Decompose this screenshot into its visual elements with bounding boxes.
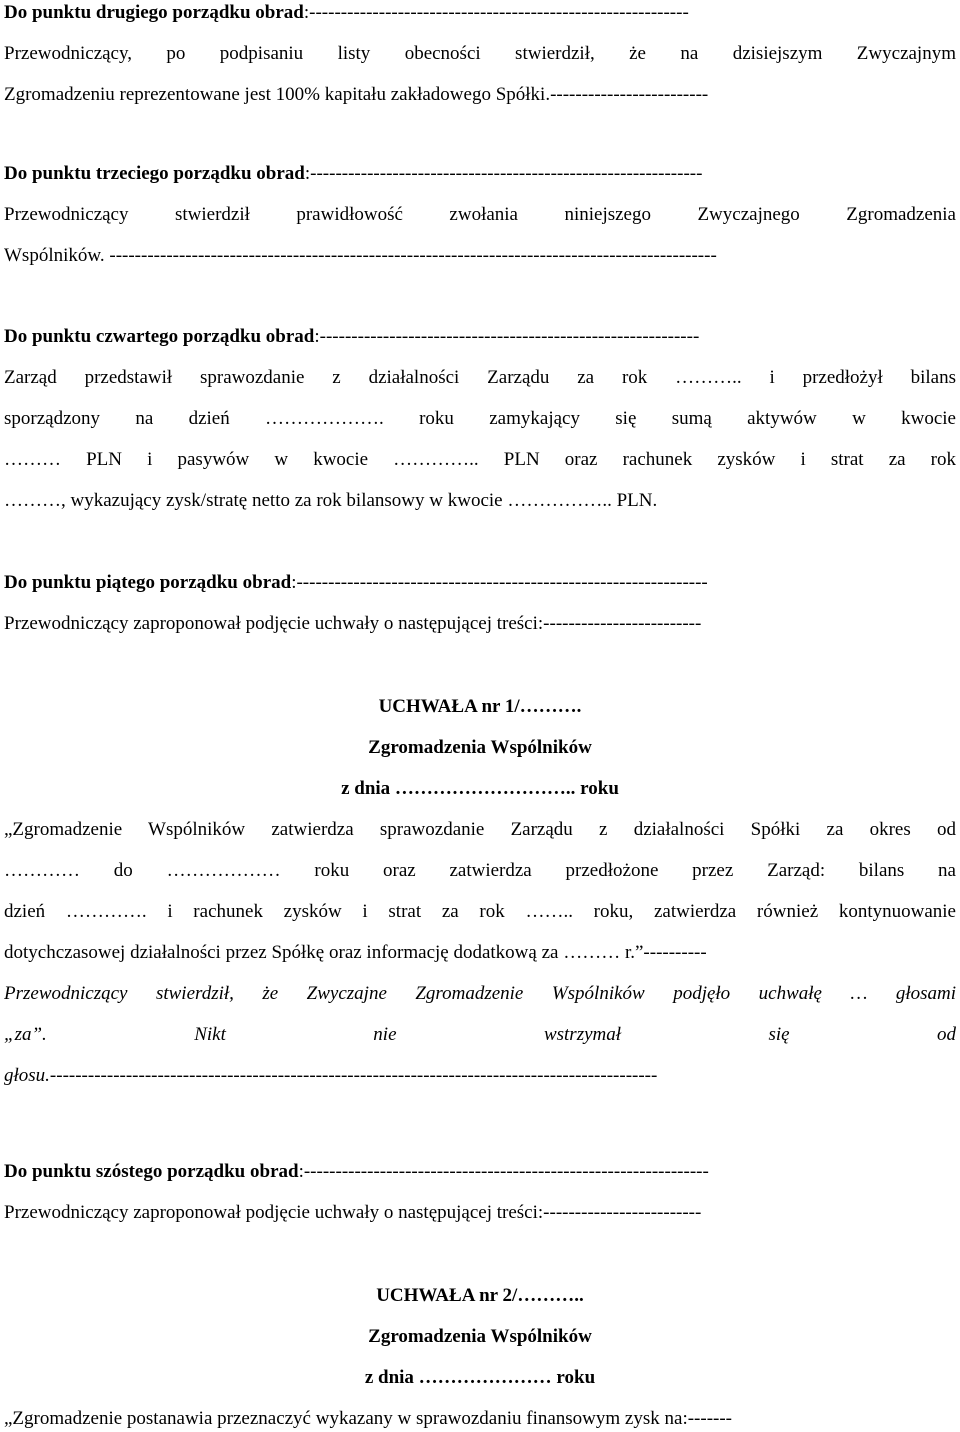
section-item-2 [4, 0, 956, 115]
resolution-title: UCHWAŁA nr 1/………. [378, 696, 582, 717]
paragraph-line: Przewodniczący stwierdził prawidłowość zwołania niniejszego Zwyczajnego Zgromadzenia [4, 204, 956, 225]
section-heading [4, 153, 956, 194]
heading-bold: Do punktu czwartego porządku obrad [4, 326, 315, 347]
section-heading [4, 316, 956, 357]
heading-dashes: :-------------------------------------------------------------- [304, 163, 703, 184]
resolution-text-line: dotychczasowej działalności przez Spółkę oraz informację dodatkową za ……… r.”---------- [4, 942, 707, 963]
heading-bold: Do punktu drugiego porządku obrad [4, 2, 304, 23]
heading-dashes: :------------------------------------------------------------ [314, 326, 700, 347]
heading-dashes: :------------------------------------------------------------ [303, 2, 689, 23]
paragraph-line: ………, wykazujący zysk/stratę netto za rok bilansowy w kwocie …………….. PLN. [4, 490, 658, 511]
paragraph-line: Zarząd przedstawił sprawozdanie z działalności Zarządu za rok ……….. i przedłożył bilans [4, 367, 956, 388]
section-heading [4, 1151, 956, 1192]
section-heading [4, 562, 956, 603]
resolution-date: z dnia ……………………….. roku [341, 778, 619, 799]
heading-bold: Do punktu szóstego porządku obrad [4, 1161, 299, 1182]
heading-bold: Do punktu trzeciego porządku obrad [4, 163, 305, 184]
resolution-text-line: „Zgromadzenie Wspólników zatwierdza sprawozdanie Zarządu z działalności Spółki za okres od [4, 819, 956, 840]
resolution-date: z dnia ………………… roku [364, 1367, 596, 1388]
resolution-text-line: dzień …………. i rachunek zysków i strat za rok …….. roku, zatwierdza również kontynuowanie [4, 901, 956, 922]
section-item-6 [4, 1151, 956, 1233]
resolution-text-line: „Zgromadzenie postanawia przeznaczyć wykazany w sprawozdaniu finansowym zysk na:------- [4, 1408, 733, 1429]
vote-line: „za”. Nikt nie wstrzymał się od [4, 1024, 956, 1045]
paragraph-line: Przewodniczący, po podpisaniu listy obecności stwierdził, że na dzisiejszym Zwyczajnym [4, 43, 956, 64]
paragraph-line: sporządzony na dzień ………………. roku zamykający się sumą aktywów w kwocie [4, 408, 956, 429]
paragraph-line: Zgromadzeniu reprezentowane jest 100% kapitału zakładowego Spółki.------------------------- [4, 84, 709, 105]
proposal-line: Przewodniczący zaproponował podjęcie uchwały o następującej treści:------------------------- [4, 1202, 702, 1223]
section-item-4 [4, 316, 956, 521]
section-item-5 [4, 562, 956, 644]
resolution-title: UCHWAŁA nr 2/……….. [376, 1285, 584, 1306]
heading-dashes: :----------------------------------------------------------------- [291, 572, 708, 593]
paragraph-line: ……… PLN i pasywów w kwocie ………….. PLN oraz rachunek zysków i strat za rok [4, 449, 956, 470]
resolution-text-line: ………… do ……………… roku oraz zatwierdza przedłożone przez Zarząd: bilans na [4, 860, 956, 881]
heading-bold: Do punktu piątego porządku obrad [4, 572, 292, 593]
vote-line: głosu.------------------------------------------------------------------------------------------------ [4, 1065, 658, 1086]
heading-dashes: :---------------------------------------------------------------- [298, 1161, 709, 1182]
section-item-3 [4, 153, 956, 276]
section-heading [4, 0, 956, 33]
resolution-1 [4, 686, 956, 1096]
resolution-body: Zgromadzenia Wspólników [368, 1326, 592, 1347]
paragraph-line: Wspólników. ------------------------------------------------------------------------------------------------ [4, 245, 717, 266]
vote-line: Przewodniczący stwierdził, że Zwyczajne Zgromadzenie Wspólników podjęło uchwałę … głosami [4, 983, 956, 1004]
resolution-body: Zgromadzenia Wspólników [368, 737, 592, 758]
proposal-line: Przewodniczący zaproponował podjęcie uchwały o następującej treści:------------------------- [4, 613, 702, 634]
resolution-2 [4, 1275, 956, 1432]
